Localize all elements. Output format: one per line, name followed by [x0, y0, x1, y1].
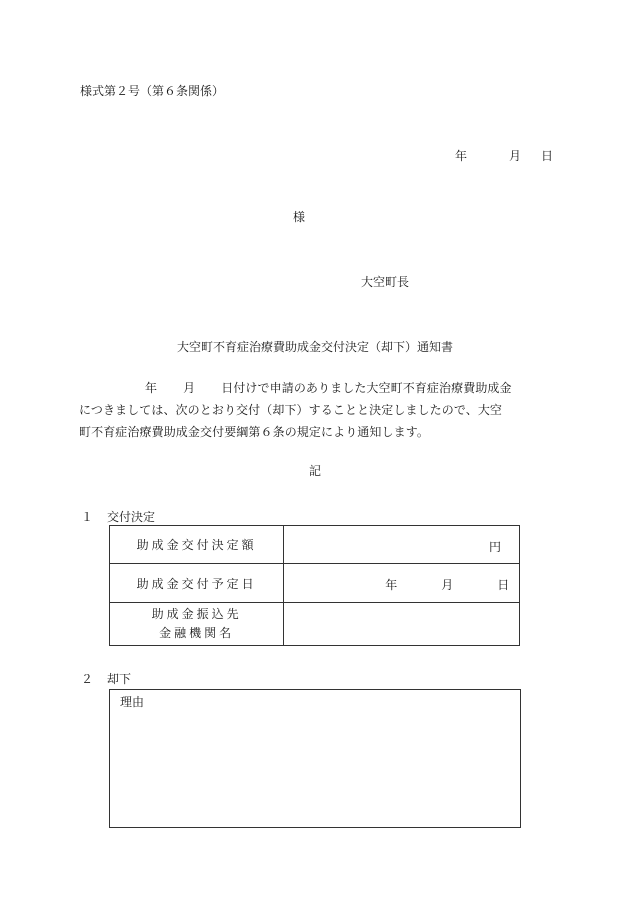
notice-body	[79, 377, 551, 443]
grant-amount-label: 助成金交付決定額	[110, 526, 284, 564]
body-year: 年	[145, 381, 158, 395]
body-line-2: につきましては、次のとおり交付（却下）することと決定しましたので、大空	[79, 403, 503, 417]
payment-date-label: 助成金交付予定日	[110, 564, 284, 603]
payment-day: 日	[497, 578, 510, 592]
payment-month: 月	[441, 578, 454, 592]
form-number: 様式第２号（第６条関係）	[80, 84, 225, 98]
section-1-number: １	[81, 510, 94, 524]
grant-decision-table	[109, 525, 520, 646]
section-2-heading	[81, 670, 131, 687]
body-month: 月	[183, 381, 196, 395]
document-title: 大空町不育症治療費助成金交付決定（却下）通知書	[176, 340, 453, 354]
date-month: 月	[509, 149, 522, 163]
section-1-title: 交付決定	[107, 510, 156, 524]
date-year: 年	[455, 149, 468, 163]
grant-amount-field[interactable]	[284, 526, 520, 564]
reason-label: 理由	[120, 695, 145, 709]
section-1-heading	[81, 508, 155, 525]
body-line-1-rest: 日付けで申請のありました大空町不育症治療費助成金	[221, 381, 512, 395]
section-2-title: 却下	[107, 672, 132, 686]
table-row	[110, 526, 520, 564]
bank-label-line-1: 助成金振込先	[151, 607, 242, 621]
issue-date	[455, 147, 553, 164]
yen-unit: 円	[488, 540, 501, 554]
section-2-number: ２	[81, 672, 94, 686]
bank-label	[110, 603, 284, 646]
issuer-name: 大空町長	[361, 275, 410, 289]
payment-date-field[interactable]	[284, 564, 520, 603]
bank-label-line-2: 金融機関名	[159, 626, 235, 640]
bank-field[interactable]	[284, 603, 520, 646]
body-line-3: 町不育症治療費助成金交付要綱第６条の規定により通知します。	[79, 425, 429, 439]
payment-year: 年	[385, 578, 398, 592]
addressee-suffix: 様	[293, 210, 306, 224]
date-day: 日	[541, 149, 554, 163]
body-line-1	[79, 377, 551, 399]
table-row	[110, 564, 520, 603]
rejection-reason-box[interactable]	[109, 689, 521, 828]
ki-heading: 記	[308, 464, 321, 478]
table-row	[110, 603, 520, 646]
